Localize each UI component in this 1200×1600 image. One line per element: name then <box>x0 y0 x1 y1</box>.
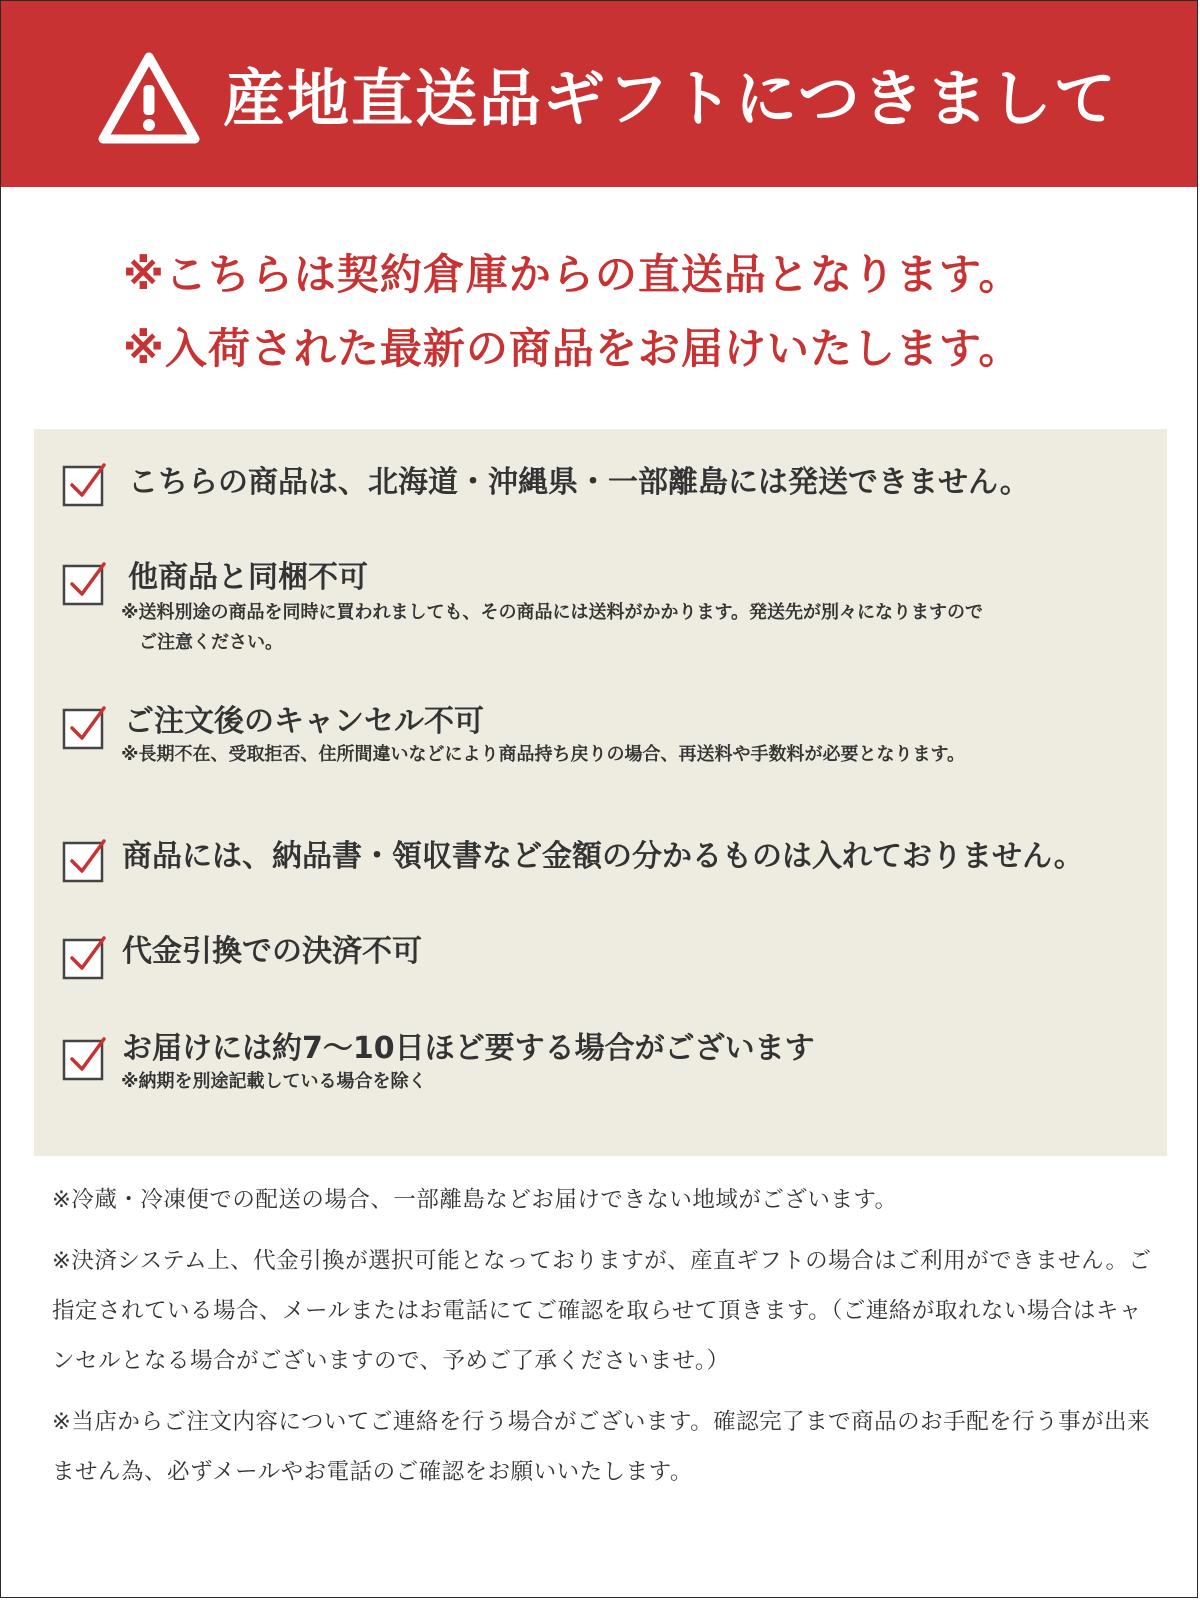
condition-title: ご注文後のキャンセル不可 <box>124 704 484 739</box>
condition-note: ※送料別途の商品を同時に買われましても、その商品には送料がかかります。発送先が別々になりますので ご注意ください。 <box>121 602 984 653</box>
condition-note: ※納期を別途記載している場合を除く <box>121 1071 427 1092</box>
footer-note-cold-delivery: ※冷蔵・冷凍便での配送の場合、一部離島などお届けできない地域がございます。 <box>52 1187 898 1213</box>
warning-triangle-icon <box>97 51 201 147</box>
footer-note-payment: ※決済システム上、代金引換が選択可能となっておりますが、産直ギフトの場合はご利用ができません。ご指定されている場合、メールまたはお電話にてご確認を取らせて頂きます。（ご連絡が取れない場合はキャンセルとなる場合がございますので、予めご了承くださいませ。） <box>52 1248 1152 1374</box>
condition-title: お届けには約7〜10日ほど要する場合がございます <box>122 1031 815 1066</box>
checkbox-checked-icon <box>62 934 108 980</box>
checkbox-checked-icon <box>62 560 108 606</box>
checkbox-checked-icon <box>62 1035 108 1081</box>
condition-title: 他商品と同梱不可 <box>128 560 368 595</box>
condition-title: 代金引換での決済不可 <box>122 934 422 969</box>
header-banner <box>1 1 1197 187</box>
notice-line-direct-shipping: ※こちらは契約倉庫からの直送品となります。 <box>123 250 1022 299</box>
page-title: 産地直送品ギフトにつきまして <box>223 62 1118 135</box>
checkbox-checked-icon <box>62 461 108 507</box>
conditions-panel <box>34 429 1167 1156</box>
condition-title: こちらの商品は、北海道・沖縄県・一部離島には発送できません。 <box>128 465 1030 500</box>
footer-note-contact: ※当店からご注文内容についてご連絡を行う場合がございます。確認完了まで商品のお手配を行う事が出来ません為、必ずメールやお電話のご確認をお願いいたします。 <box>52 1409 1151 1485</box>
notice-line-latest-product: ※入荷された最新の商品をお届けいたします。 <box>123 324 1022 373</box>
condition-note: ※長期不在、受取拒否、住所間違いなどにより商品持ち戻りの場合、再送料や手数料が必要となります。 <box>121 744 966 765</box>
checkbox-checked-icon <box>62 837 108 883</box>
condition-title: 商品には、納品書・領収書など金額の分かるものは入れておりません。 <box>122 839 1084 874</box>
checkbox-checked-icon <box>62 704 108 750</box>
